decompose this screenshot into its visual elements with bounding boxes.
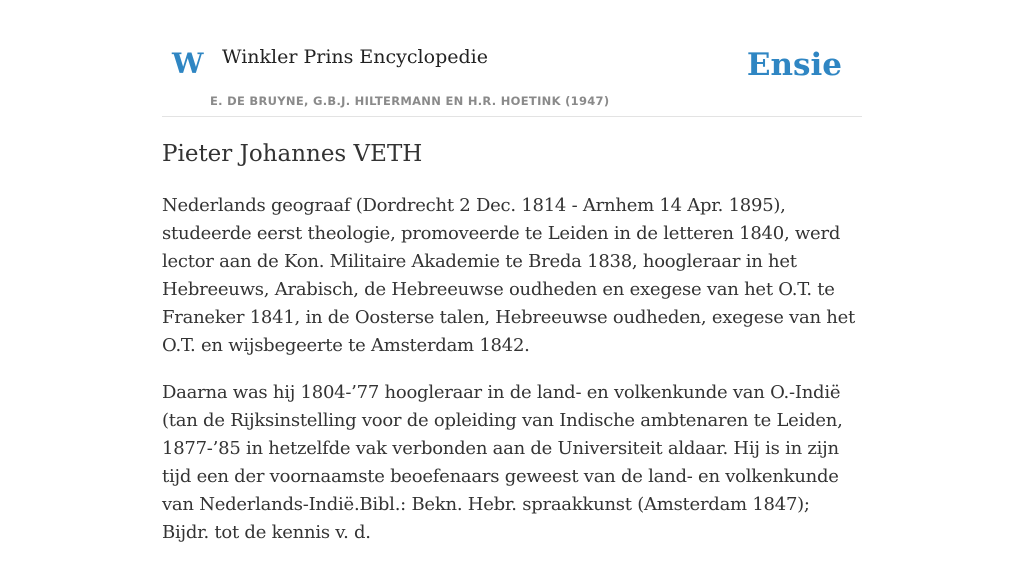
article <box>162 138 862 566</box>
article-body <box>162 192 862 547</box>
article-paragraph-2: Daarna was hij 1804-’77 hoogleraar in de land- en volkenkunde van O.-Indië (tan de Rijksinstelling voor de opleiding van Indische ambtenaren te Leiden, 1877-’85 in hetzelfde vak verbonden aan de Universiteit aldaar. Hij is in zijn tijd een der voornaamste beoefenaars geweest van de land- en volkenkunde van Nederlands-Indië.Bibl.: Bekn. Hebr. spraakkunst (Amsterdam 1847); Bijdr. tot de kennis v. d. <box>162 382 843 543</box>
article-paragraph-1: Nederlands geograaf (Dordrecht 2 Dec. 1814 - Arnhem 14 Apr. 1895), studeerde eerst theologie, promoveerde te Leiden in de letteren 1840, werd lector aan de Kon. Militaire Akademie te Breda 1838, hoogleraar in het Hebreeuws, Arabisch, de Hebreeuwse oudheden en exegese van het O.T. te Franeker 1841, in de Oosterse talen, Hebreeuwse oudheden, exegese van het O.T. en wijsbegeerte te Amsterdam 1842. <box>162 195 856 356</box>
site-header <box>162 0 862 117</box>
publication-title[interactable]: Winkler Prins Encyclopedie <box>222 46 488 68</box>
publication-logo[interactable]: W <box>172 47 204 80</box>
brand-logo[interactable]: Ensie <box>746 47 842 83</box>
publication-authors: E. DE BRUYNE, G.B.J. HILTERMANN EN H.R. HOETINK (1947) <box>210 94 610 108</box>
article-title: Pieter Johannes VETH <box>162 141 423 167</box>
